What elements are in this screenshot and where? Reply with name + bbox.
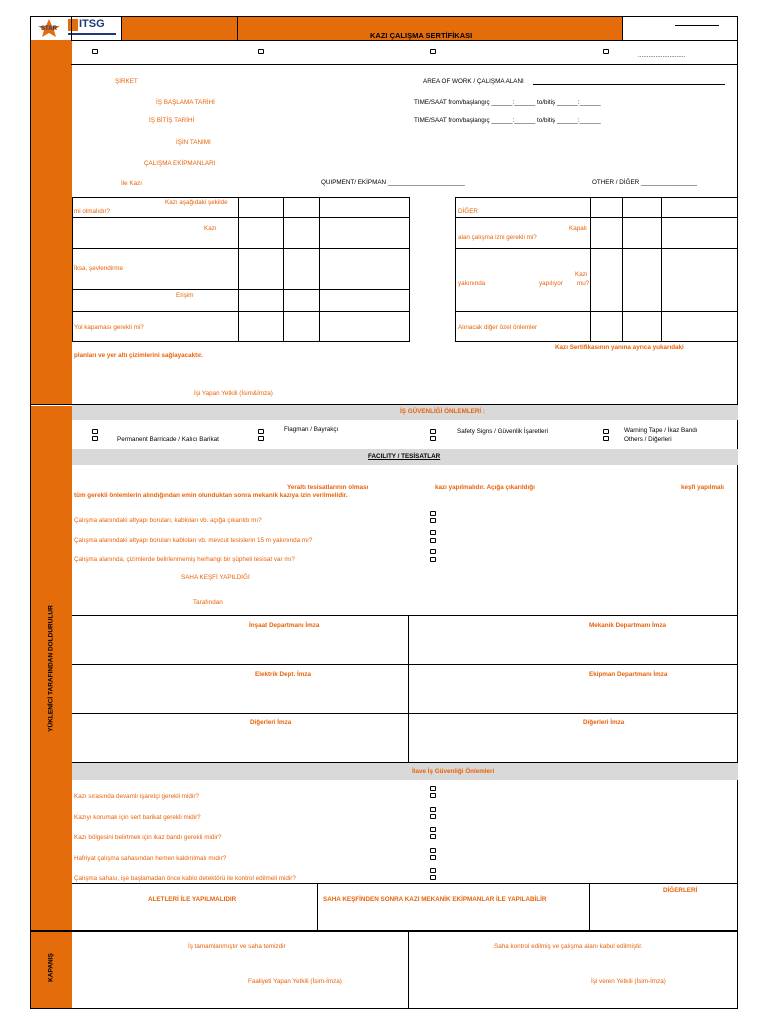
star-logo	[33, 18, 65, 38]
safety-checkbox-4b[interactable]	[603, 436, 609, 441]
label-sirket: ŞİRKET	[115, 78, 138, 85]
safety-checkbox-2a[interactable]	[258, 429, 264, 434]
ilave-checkbox-2a[interactable]	[430, 807, 436, 812]
facility-checkbox-2a[interactable]	[430, 530, 436, 535]
ilave-checkbox-4b[interactable]	[430, 855, 436, 860]
side-label-bottom: KAPANIŞ	[47, 953, 55, 982]
ilave-checkbox-2b[interactable]	[430, 814, 436, 819]
label-equipment: QUIPMENT/ EKİPMAN ______________________	[321, 179, 465, 186]
facility-checkbox-2b[interactable]	[430, 538, 436, 543]
label-ile-kazi: İle Kazı	[121, 180, 142, 187]
ilave-checkbox-1a[interactable]	[430, 786, 436, 791]
safety-checkbox-1a[interactable]	[92, 429, 98, 434]
label-isin-tanimi: İŞİN TANIMI	[176, 139, 211, 146]
header-checkbox-4[interactable]	[603, 49, 609, 54]
facility-title: FACILITY / TESİSATLAR	[368, 453, 441, 460]
label-is-baslama: İŞ BAŞLAMA TARİHİ	[156, 99, 215, 106]
form-title: KAZI ÇALIŞMA SERTİFİKASI	[370, 31, 473, 40]
safety-checkbox-3b[interactable]	[430, 436, 436, 441]
ilave-checkbox-5b[interactable]	[430, 875, 436, 880]
note-line-2: planları ve yer altı çizimlerini sağlayacaktır.	[74, 352, 203, 359]
note-line-1: Kazı Sertifikasının yanına ayrıca yukarıdaki	[555, 344, 684, 351]
label-other: OTHER / DİĞER ________________	[592, 179, 698, 186]
header-checkbox-3[interactable]	[430, 49, 436, 54]
right-table	[455, 197, 738, 342]
label-area-of-work: AREA OF WORK / ÇALIŞMA ALANI	[423, 78, 524, 85]
facility-checkbox-3b[interactable]	[430, 557, 436, 562]
safety-checkbox-4a[interactable]	[603, 429, 609, 434]
facility-checkbox-1a[interactable]	[430, 511, 436, 516]
note-signer: İşi Yapan Yetkili (İsim&İmza)	[194, 390, 273, 397]
header-checkbox-1[interactable]	[92, 49, 98, 54]
ilave-checkbox-3b[interactable]	[430, 834, 436, 839]
safety-checkbox-2b[interactable]	[258, 436, 264, 441]
safety-checkbox-3a[interactable]	[430, 429, 436, 434]
ilave-title-bar	[72, 763, 738, 780]
header-checkbox-2[interactable]	[258, 49, 264, 54]
safety-checkbox-1b[interactable]	[92, 436, 98, 441]
label-time-2: TIME/SAAT from/başlangıç ______:______ to/bitiş ______:______	[414, 117, 601, 124]
facility-checkbox-3a[interactable]	[430, 549, 436, 554]
facility-checkbox-1b[interactable]	[430, 518, 436, 523]
header-dots: ...........................	[638, 52, 686, 59]
label-is-bitis: İŞ BİTİŞ TARİHİ	[149, 117, 195, 124]
ilave-checkbox-1b[interactable]	[430, 793, 436, 798]
itsg-logo: ITSG	[68, 18, 118, 38]
title-bar	[122, 17, 237, 40]
label-calisma-ekipmanlari: ÇALIŞMA EKİPMANLARI	[144, 160, 216, 167]
ilave-checkbox-4a[interactable]	[430, 848, 436, 853]
ilave-checkbox-5a[interactable]	[430, 868, 436, 873]
svg-text:STAR: STAR	[41, 26, 57, 32]
safety-title: İŞ GÜVENLİĞİ ÖNLEMLERİ :	[400, 408, 486, 415]
side-label-middle: YÜKLENİCİ TARAFINDAN DOLDURULUR	[47, 605, 55, 732]
label-time-1: TIME/SAAT from/başlangıç ______:______ to/bitiş ______:______	[414, 99, 601, 106]
side-column-top	[31, 40, 72, 405]
ilave-checkbox-3a[interactable]	[430, 827, 436, 832]
